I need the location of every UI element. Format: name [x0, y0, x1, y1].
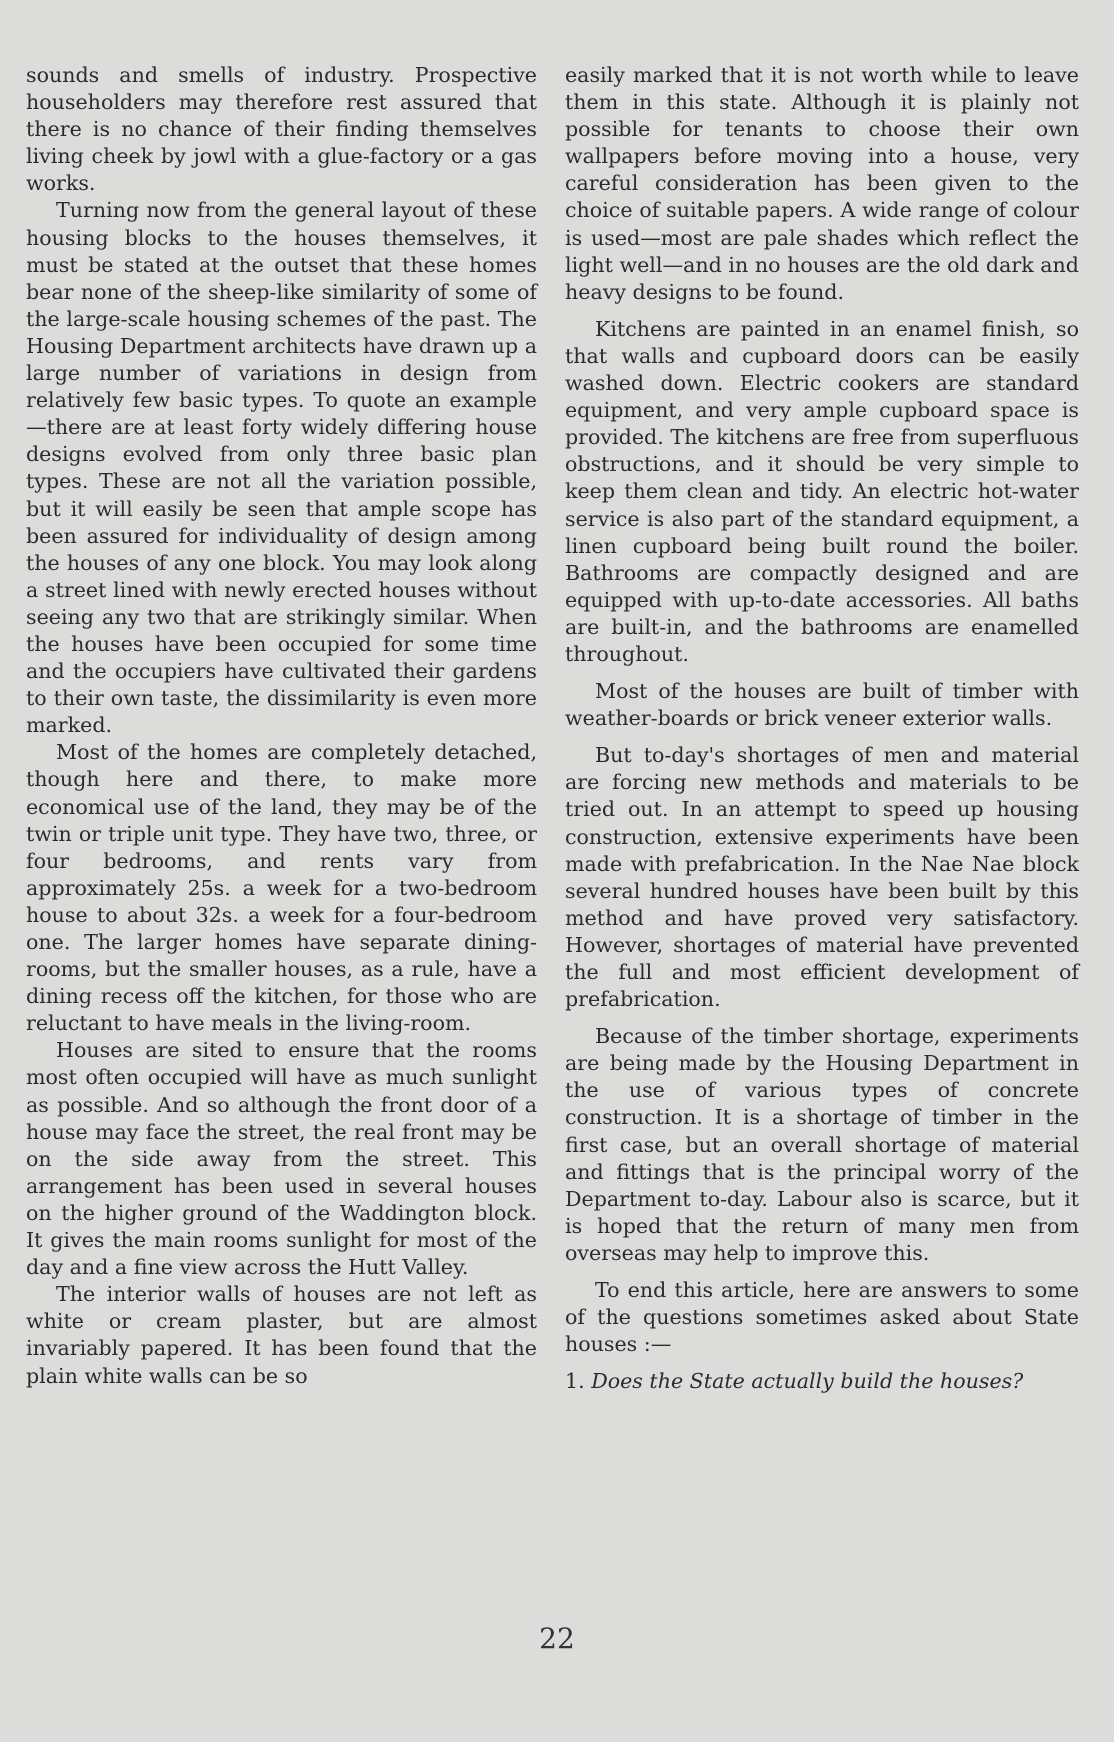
question-text: Does the State actually build the houses?: [591, 1369, 1024, 1394]
page-number: 22: [539, 1622, 575, 1655]
paragraph: To end this article, here are answers to some of the questions sometimes asked about State houses :—: [565, 1278, 1079, 1357]
paragraph: Kitchens are painted in an enamel finish, so that walls and cupboard doors can be easily washed down. Electric cookers are standard equipment, and very ample cupboard space is provided. The kitchens are free from superfluous obstructions, and it should be very simple to keep them clean and tidy. An electric hot-water service is also part of the standard equipment, a linen cupboard being built round the boiler. Bathrooms are compactly designed and are equipped with up-to-date accessories. All baths are built-in, and the bathrooms are enamelled throughout.: [565, 316, 1079, 666]
paragraph: Most of the homes are completely detached, though here and there, to make more economical use of the land, they may be of the twin or triple unit type. They have two, three, or four bedrooms, and rents vary from approximately 25s. a week for a two-bedroom house to about 32s. a week for a four-bedroom one. The larger homes have separate dining-rooms, but the smaller houses, as a rule, have a dining recess off the kitchen, for those who are reluctant to have meals in the living-room.: [26, 740, 537, 1036]
paragraph: The interior walls of houses are not left as white or cream plaster, but are almost invariably papered. It has been found that the plain white walls can be so: [26, 1282, 537, 1388]
paragraph: sounds and smells of industry. Prospective householders may therefore rest assured that there is no chance of their finding themselves living cheek by jowl with a glue-factory or a gas works.: [26, 63, 537, 196]
paragraph: But to-day's shortages of men and material are forcing new methods and materials to be tried out. In an attempt to speed up housing construction, extensive experiments have been made with prefabrication. In the Nae Nae block several hundred houses have been built by this method and have proved very satisfactory. However, shortages of material have prevented the full and most efficient development of prefabrication.: [565, 743, 1079, 1012]
paragraph: easily marked that it is not worth while to leave them in this state. Although it is plainly not possible for tenants to choose their own wallpapers before moving into a house, very careful consideration has been given to the choice of suitable papers. A wide range of colour is used—most are pale shades which reflect the light well—and in no houses are the old dark and heavy designs to be found.: [565, 63, 1079, 304]
left-column: [26, 62, 537, 1390]
right-column: [565, 62, 1079, 1405]
paragraph: Most of the houses are built of timber with weather-boards or brick veneer exterior walls.: [565, 679, 1079, 731]
paragraph: Houses are sited to ensure that the rooms most often occupied will have as much sunlight as possible. And so although the front door of a house may face the street, the real front may be on the side away from the street. This arrangement has been used in several houses on the higher ground of the Waddington block. It gives the main rooms sunlight for most of the day and a fine view across the Hutt Valley.: [26, 1038, 537, 1280]
paragraph: Turning now from the general layout of these housing blocks to the houses themselves, it must be stated at the outset that these homes bear none of the sheep-like similarity of some of the large-scale housing schemes of the past. The Housing Department architects have drawn up a large number of variations in design from relatively few basic types. To quote an example—there are at least forty widely differing house designs evolved from only three basic plan types. These are not all the variation possible, but it will easily be seen that ample scope has been assured for individuality of design among the houses of any one block. You may look along a street lined with newly erected houses without seeing any two that are strikingly similar. When the houses have been occupied for some time and the occupiers have cultivated their gardens to their own taste, the dissimilarity is even more marked.: [26, 198, 537, 738]
paragraph: Because of the timber shortage, experiments are being made by the Housing Department in the use of various types of concrete construction. It is a shortage of timber in the first case, but an overall shortage of material and fittings that is the principal worry of the Department to-day. Labour also is scarce, but it is hoped that the return of many men from overseas may help to improve this.: [565, 1024, 1079, 1265]
question-number: 1.: [565, 1369, 585, 1394]
question-item: [565, 1368, 1079, 1395]
